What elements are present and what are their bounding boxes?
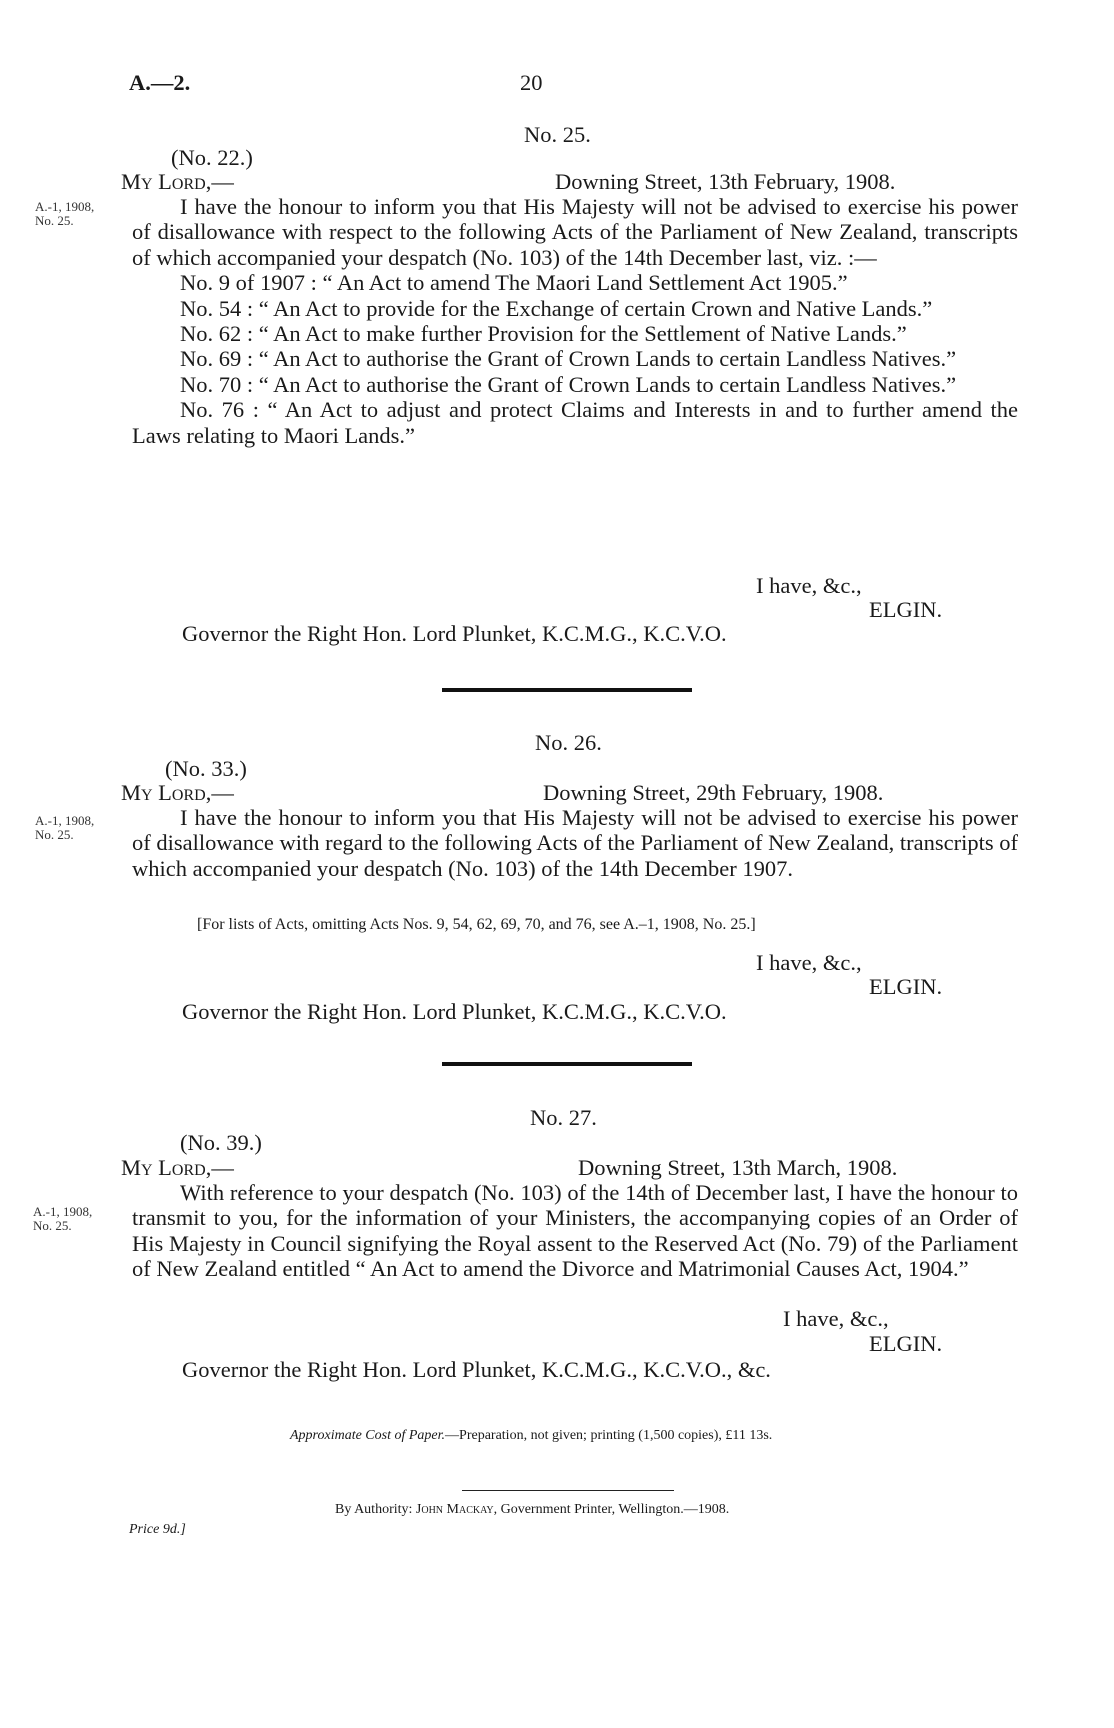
margin-note: A.-1, 1908, No. 25. [35, 813, 95, 842]
location-date: Downing Street, 29th February, 1908. [543, 780, 884, 805]
act-item: No. 76 : “ An Act to adjust and protect Claims and Interests in and to further amend the Laws relating to Maori Lands.” [132, 397, 1018, 448]
price: Price 9d.] [129, 1522, 186, 1537]
letter-number: No. 27. [530, 1105, 597, 1130]
paragraph: I have the honour to inform you that His Majesty will not be advised to exercise his power of disallowance with respect to the following Acts of the Parliament of New Zealand, transcripts of which accompanied your despatch (No. 103) of the 14th December last, viz. :— [132, 194, 1018, 270]
location-date: Downing Street, 13th March, 1908. [578, 1155, 898, 1180]
printer-rest: , Government Printer, Wellington.—1908. [493, 1502, 730, 1517]
despatch-ref: (No. 33.) [165, 756, 247, 781]
margin-note: A.-1, 1908, No. 25. [35, 199, 95, 228]
addressee: Governor the Right Hon. Lord Plunket, K.C.M.G., K.C.V.O. [182, 621, 727, 646]
letter-number: No. 25. [524, 122, 591, 147]
letter-body [132, 1180, 1018, 1282]
despatch-ref: (No. 39.) [180, 1130, 262, 1155]
act-item: No. 62 : “ An Act to make further Provision for the Settlement of Native Lands.” [180, 321, 907, 347]
authority-prefix: By Authority: [335, 1502, 413, 1517]
closing: I have, &c., [756, 573, 862, 598]
section-divider [442, 1062, 692, 1066]
signature: ELGIN. [869, 974, 943, 999]
closing: I have, &c., [783, 1306, 889, 1331]
editorial-note: [For lists of Acts, omitting Acts Nos. 9, 54, 62, 69, 70, and 76, see A.–1, 1908, No. 25.] [197, 916, 756, 933]
cost-line [290, 1428, 772, 1444]
signature: ELGIN. [869, 597, 943, 622]
salutation: My Lord,— [121, 780, 234, 805]
cost-text: —Preparation, not given; printing (1,500 copies), £11 13s. [445, 1428, 773, 1443]
document-series: A.—2. [129, 70, 191, 95]
cost-label: Approximate Cost of Paper. [290, 1428, 446, 1443]
addressee: Governor the Right Hon. Lord Plunket, K.C.M.G., K.C.V.O., &c. [182, 1357, 771, 1382]
signature: ELGIN. [869, 1331, 943, 1356]
printer-name: John Mackay [415, 1502, 494, 1517]
paragraph: With reference to your despatch (No. 103) of the 14th of December last, I have the honour to transmit to you, for the information of your Ministers, the accompanying copies of an Order of His Majesty in Council signifying the Royal assent to the Reserved Act (No. 79) of the Parliament of New Zealand entitled “ An Act to amend the Divorce and Matrimonial Causes Act, 1904.” [132, 1180, 1018, 1282]
act-item: No. 9 of 1907 : “ An Act to amend The Maori Land Settlement Act 1905.” [180, 270, 848, 296]
margin-note: A.-1, 1908, No. 25. [33, 1204, 93, 1233]
act-item: No. 69 : “ An Act to authorise the Grant of Crown Lands to certain Landless Natives.” [180, 346, 957, 372]
page-number: 20 [520, 70, 543, 95]
section-divider [442, 688, 692, 692]
salutation: My Lord,— [121, 169, 234, 194]
printer-line [335, 1502, 729, 1518]
location-date: Downing Street, 13th February, 1908. [555, 169, 896, 194]
letter-body [132, 805, 1018, 881]
letter-body [132, 194, 1018, 448]
despatch-ref: (No. 22.) [171, 145, 253, 170]
act-item: No. 70 : “ An Act to authorise the Grant of Crown Lands to certain Landless Natives.” [180, 371, 957, 397]
addressee: Governor the Right Hon. Lord Plunket, K.C.M.G., K.C.V.O. [182, 999, 727, 1024]
closing: I have, &c., [756, 950, 862, 975]
footer-divider [462, 1490, 674, 1491]
salutation: My Lord,— [121, 1155, 234, 1180]
letter-number: No. 26. [535, 730, 602, 755]
paragraph: I have the honour to inform you that His Majesty will not be advised to exercise his power of disallowance with regard to the following Acts of the Parliament of New Zealand, transcripts of which accompanied your despatch (No. 103) of the 14th December 1907. [132, 805, 1018, 881]
act-item: No. 54 : “ An Act to provide for the Exchange of certain Crown and Native Lands.” [180, 295, 933, 321]
